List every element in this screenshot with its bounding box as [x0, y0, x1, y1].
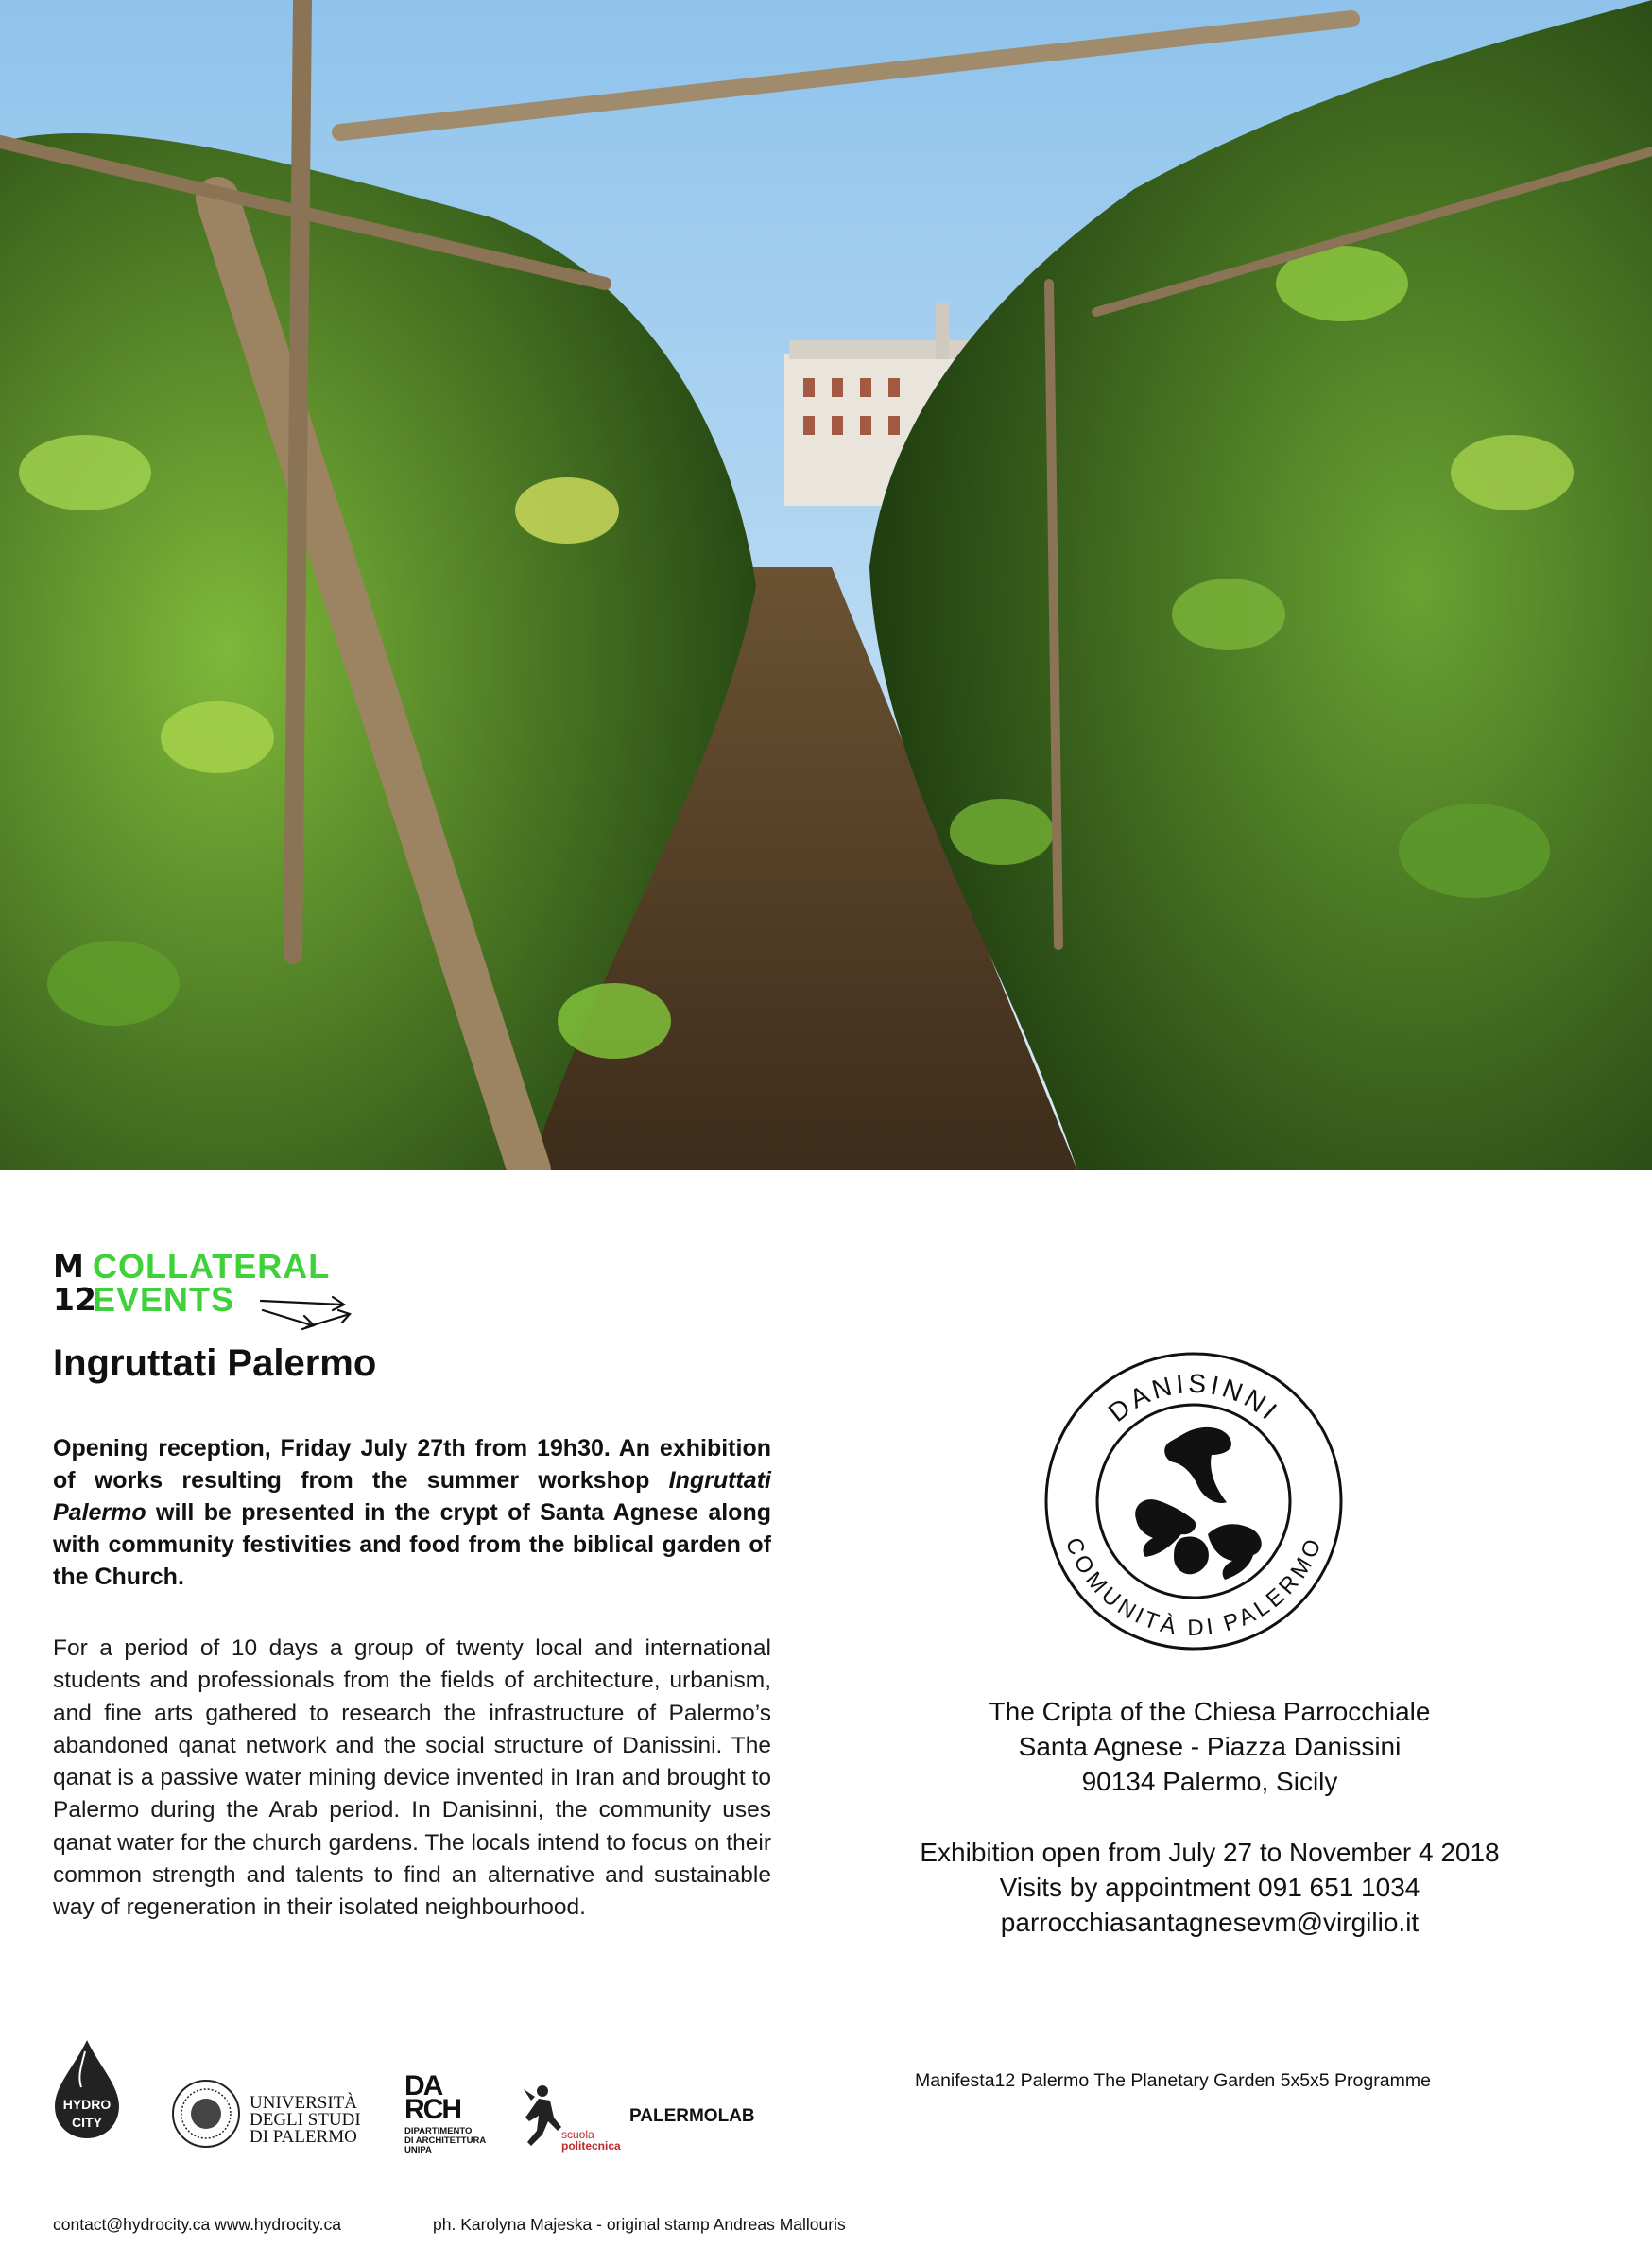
page-title: Ingruttati Palermo: [53, 1342, 377, 1384]
scuola-text: [561, 2129, 621, 2152]
collateral-line: COLLATERAL: [93, 1247, 331, 1286]
darch-line2: DI ARCHITETTURA: [404, 2135, 487, 2146]
venue-line-2: Santa Agnese - Piazza Danissini: [1018, 1732, 1402, 1761]
unipa-seal-icon: [170, 2078, 242, 2150]
lead-italic-title: Ingruttati Palermo: [53, 1467, 771, 1526]
stamp-top-text: DANISINNI: [1102, 1368, 1285, 1428]
unipa-line1: UNIVERSITÀ: [250, 2093, 357, 2113]
m12-line-m: M: [53, 1248, 84, 1285]
svg-text:DANISINNI: [1103, 1369, 1285, 1427]
darch-line1: DIPARTIMENTO: [404, 2126, 473, 2136]
venue-email[interactable]: parrocchiasantagnesevm@virgilio.it: [1000, 1908, 1420, 1937]
venue-info: [851, 1694, 1569, 1940]
hydro-line2: CITY: [72, 2115, 102, 2130]
unipa-line2: DEGLI STUDI: [250, 2110, 361, 2130]
lead-text-2: will be presented in the crypt of Santa Agnese along with community festivities and food from the biblical garden of the Church.: [53, 1499, 771, 1590]
footer-credit: ph. Karolyna Majeska - original stamp Andreas Mallouris: [433, 2215, 846, 2234]
stamp-bottom-text: COMUNITÀ DI PALERMO: [1059, 1533, 1328, 1641]
arrows-icon: [257, 1291, 355, 1335]
darch-mark-2: RCH: [404, 2094, 460, 2125]
hydrocity-logo: [53, 2038, 121, 2140]
danisinni-stamp: [1041, 1349, 1346, 1653]
body-paragraph: For a period of 10 days a group of twenty local and international students and professionals from the fields of architecture, urbanism, and fine arts gathered to research the infrastructure of Palermo’s abandoned qanat network and the social structure of Danissini. The qanat is a passive water mining device invented in Iran and brought to Palermo during the Arab period. In Danisinni, the community uses qanat water for the church gardens. The locals intend to focus on their common strength and talents to find an alternative and sustainable way of regeneration in their isolated neighbourhood.: [53, 1635, 771, 1921]
darch-mark-1: DA: [404, 2070, 442, 2101]
darch-logo: [404, 2070, 460, 2125]
m12-line-12: 12: [53, 1281, 96, 1318]
m12-logo: [53, 1250, 96, 1316]
scuola-line2: politecnica: [561, 2139, 621, 2153]
three-dogs-icon: [1135, 1427, 1262, 1580]
logo-strip: [53, 2032, 998, 2155]
events-line: EVENTS: [93, 1280, 235, 1319]
lead-paragraph: [53, 1432, 771, 1593]
unipa-line3: DI PALERMO: [250, 2127, 357, 2147]
venue-phone: Visits by appointment 091 651 1034: [999, 1873, 1420, 1902]
scuola-line1: scuola: [561, 2128, 594, 2141]
footer-contact[interactable]: contact@hydrocity.ca www.hydrocity.ca: [53, 2215, 342, 2234]
venue-dates: Exhibition open from July 27 to November 4 2018: [920, 1838, 1500, 1867]
programme-label: Manifesta12 Palermo The Planetary Garden 5x5x5 Programme: [915, 2070, 1431, 2091]
venue-line-3: 90134 Palermo, Sicily: [1081, 1767, 1338, 1796]
darch-line3: UNIPA: [404, 2145, 432, 2155]
hydro-line1: HYDRO: [62, 2097, 112, 2112]
lead-text-1: Opening reception, Friday July 27th from 19h30. An exhibition of works resulting from the summer workshop: [53, 1435, 771, 1494]
venue-line-1: The Cripta of the Chiesa Parrocchiale: [989, 1697, 1431, 1726]
palermolab-logo: PALERMOLAB: [629, 2106, 755, 2126]
darch-text: [404, 2127, 486, 2155]
running-figure-icon: [522, 2083, 565, 2150]
unipa-text: [250, 2095, 361, 2146]
